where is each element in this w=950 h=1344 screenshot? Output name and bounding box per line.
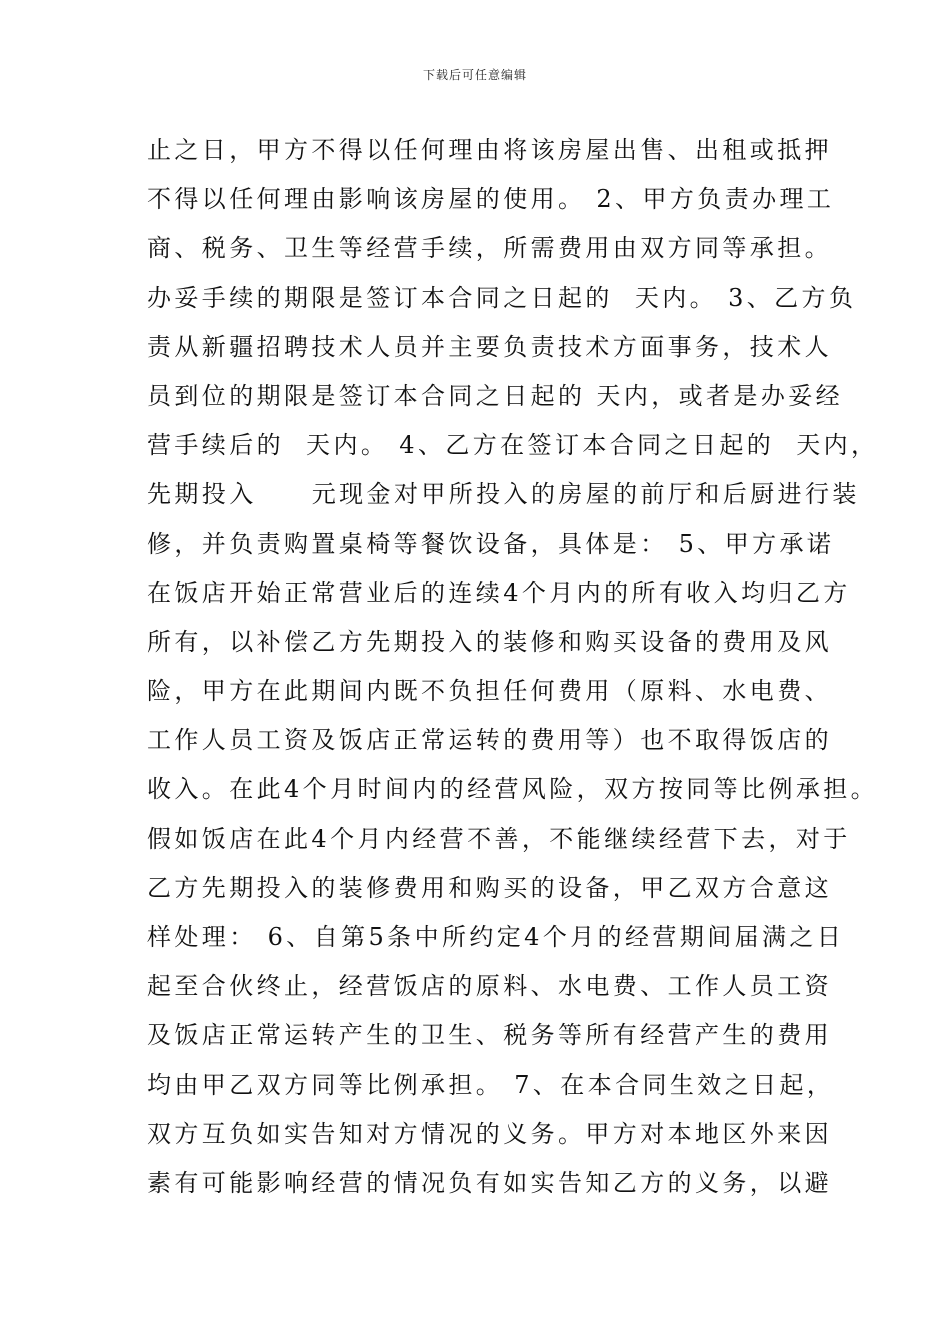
text-line: 收入。在此4个月时间内的经营风险，双方按同等比例承担。 (147, 775, 879, 804)
text-line: 先期投入 元现金对甲所投入的房屋的前厅和后厨进行装 (147, 480, 860, 509)
text-line: 所有，以补偿乙方先期投入的装修和购买设备的费用及风 (147, 627, 832, 656)
text-line: 样处理： 6、自第5条中所约定4个月的经营期间届满之日 (147, 923, 845, 951)
text-line: 乙方先期投入的装修费用和购买的设备，甲乙双方合意这 (147, 873, 832, 902)
text-line: 及饭店正常运转产生的卫生、税务等所有经营产生的费用 (147, 1021, 832, 1050)
text-line: 假如饭店在此4个月内经营不善，不能继续经营下去，对于 (147, 824, 851, 853)
text-line: 双方互负如实告知对方情况的义务。甲方对本地区外来因 (147, 1119, 832, 1148)
text-line: 不得以任何理由影响该房屋的使用。 2、甲方负责办理工 (147, 185, 835, 214)
text-line: 素有可能影响经营的情况负有如实告知乙方的义务，以避 (147, 1168, 832, 1197)
text-line: 员到位的期限是签订本合同之日起的 天内，或者是办妥经 (147, 381, 844, 410)
text-line: 商、税务、卫生等经营手续，所需费用由双方同等承担。 (147, 234, 832, 263)
text-line: 修，并负责购置桌椅等餐饮设备，具体是： 5、甲方承诺 (147, 529, 835, 558)
page-header: 下载后可任意编辑 (422, 68, 527, 82)
text-line: 工作人员工资及饭店正常运转的费用等）也不取得饭店的 (147, 726, 832, 755)
text-line: 起至合伙终止，经营饭店的原料、水电费、工作人员工资 (147, 972, 832, 1001)
text-line: 办妥手续的期限是签订本合同之日起的 天内。 3、乙方负 (147, 283, 857, 312)
contract-body (147, 126, 879, 1208)
text-line: 险，甲方在此期间内既不负担任何费用（原料、水电费、 (147, 677, 832, 706)
text-line: 均由甲乙双方同等比例承担。 7、在本合同生效之日起， (147, 1070, 835, 1099)
text-line: 营手续后的 天内。 4、乙方在签订本合同之日起的 天内， (147, 431, 879, 460)
text-line: 在饭店开始正常营业后的连续4个月内的所有收入均归乙方 (147, 578, 851, 607)
text-line: 止之日，甲方不得以任何理由将该房屋出售、出租或抵押 (147, 136, 832, 164)
text-line: 责从新疆招聘技术人员并主要负责技术方面事务，技术人 (147, 332, 832, 361)
